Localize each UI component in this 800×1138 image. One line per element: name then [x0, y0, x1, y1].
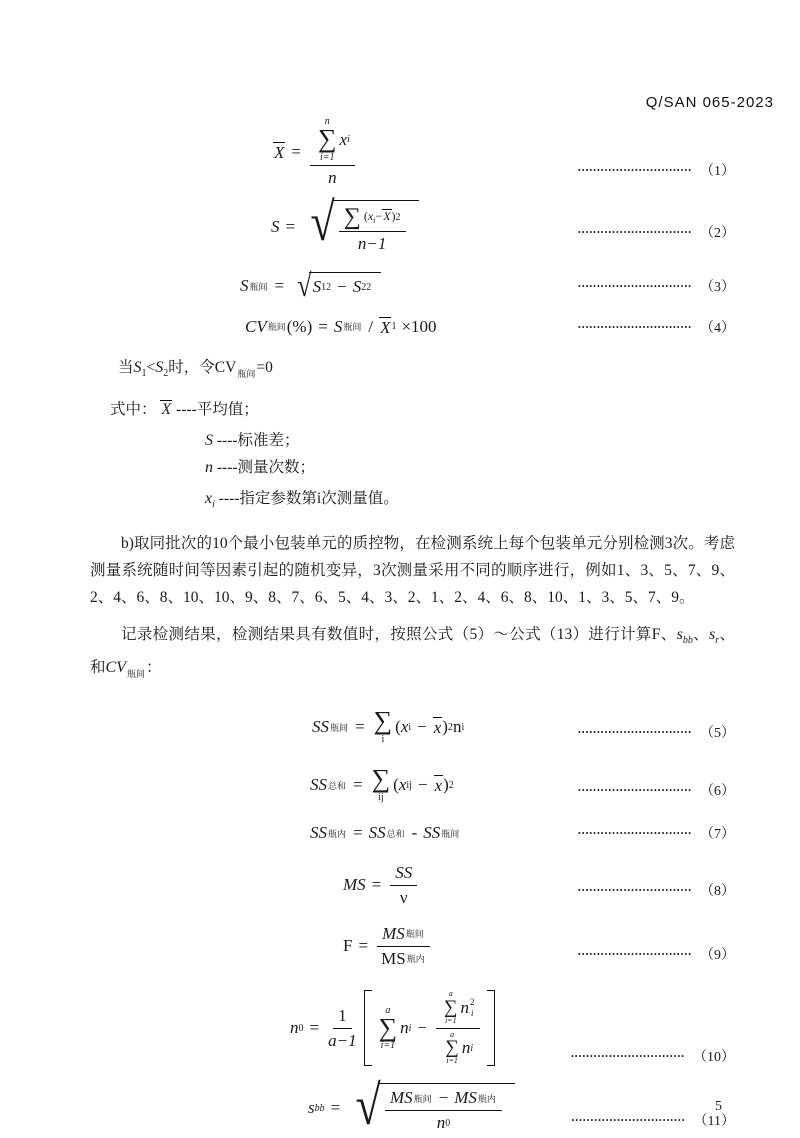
sigma-symbol: ∑ [343, 204, 361, 230]
radical-sign: √ [355, 1075, 381, 1137]
variable: MS [389, 1088, 413, 1107]
variable-subscript: i [470, 1042, 474, 1054]
fraction-denominator [437, 1111, 451, 1133]
xbar-variable: X [161, 401, 172, 418]
formula-3 [240, 267, 381, 304]
variable: n [452, 717, 462, 736]
formula-6-label: （6） [700, 784, 735, 799]
exponent: 2 [470, 997, 475, 1008]
formula-9-label: （9） [700, 948, 735, 963]
minus-sign: − [417, 775, 428, 794]
variable: MS [382, 923, 405, 943]
variable: n [290, 1018, 299, 1037]
text: 记录检测结果，检测结果具有数值时，按照公式（5）～公式（13）进行计算F、 [121, 626, 677, 643]
formula-row-6 [90, 762, 735, 808]
sum-upper-limit: a [450, 1029, 455, 1039]
exponent: 2 [447, 721, 453, 733]
cjk-subscript: 瓶间 [126, 669, 145, 679]
formula-4-leader [578, 317, 735, 337]
sigma-symbol: ∑ [444, 996, 458, 1018]
minus-sign: − [438, 1088, 449, 1107]
variable: s [709, 626, 716, 643]
variable: SS [312, 717, 329, 736]
formula-6 [310, 764, 454, 803]
sum-with-limits [445, 1031, 459, 1067]
leader-dots: •••••••••••••••••••••••••••••• [577, 281, 692, 291]
radicand [309, 272, 382, 299]
xbar-variable: X [383, 209, 391, 223]
formula-5 [312, 706, 465, 745]
radicand [332, 200, 419, 254]
fraction-denominator [381, 947, 426, 969]
leader-dots: •••••••••••••••••••••••••••••• [577, 828, 692, 838]
equals-sign: = [353, 823, 363, 842]
formula-9-leader [578, 944, 735, 964]
radicand [378, 1083, 515, 1133]
sum-upper-limit: a [385, 1004, 391, 1016]
leader-dots: •••••••••••••••••••••••••••••• [577, 885, 692, 895]
leader-dots: •••••••••••••••••••••••••••••• [577, 785, 692, 795]
sigma-symbol: ∑ [317, 124, 337, 154]
sum-with-limits [318, 116, 337, 163]
times-100: ×100 [401, 316, 437, 336]
formula-4 [245, 317, 437, 338]
cjk-subscript: 瓶间 [237, 369, 256, 379]
divide-sign: / [368, 316, 374, 336]
formula-3-label: （3） [700, 280, 735, 295]
variable: MS [381, 948, 406, 968]
exponent: 2 [395, 211, 401, 223]
formula-2 [271, 192, 419, 254]
fraction-numerator [310, 116, 355, 166]
variable: CV [105, 659, 126, 676]
variable: S [271, 217, 280, 236]
minus-sign: − [417, 717, 427, 736]
cjk-subscript: 总和 [386, 828, 405, 839]
leader-dots: •••••••••••••••••••••••••••••• [577, 165, 692, 175]
page-number: 5 [715, 1099, 722, 1114]
close-paren: ) [442, 717, 448, 736]
xbar-variable: x [433, 717, 442, 737]
formula-11-label: （11） [693, 1114, 735, 1129]
equals-sign: = [274, 276, 285, 295]
cjk-subscript: 瓶间 [413, 1093, 432, 1104]
variable: x [339, 129, 348, 149]
variable: s [308, 1098, 315, 1117]
text: 当 [118, 359, 134, 376]
open-paren: ( [395, 717, 401, 736]
variable: CV [245, 316, 267, 336]
variable: SS [368, 823, 386, 842]
variable: S [352, 277, 362, 297]
variable-subscript: i [461, 721, 465, 733]
sigma-symbol: ∑ [373, 706, 393, 736]
variable: n [460, 997, 470, 1017]
variable: SS [310, 775, 327, 794]
variable-subscript: i [408, 721, 412, 733]
formula-row-11 [90, 1075, 735, 1138]
equals-sign: = [318, 316, 328, 336]
where-line [90, 396, 735, 423]
definition-n [90, 454, 735, 481]
sigma-symbol: ∑ [378, 1012, 398, 1042]
subscript: 2 [361, 281, 367, 293]
open-paren: ( [363, 209, 368, 223]
formula-7-leader [578, 823, 735, 843]
formula-row-9 [90, 918, 735, 974]
variable: x [398, 775, 407, 794]
variable-subscript: ij [406, 779, 412, 791]
radical-sign: √ [310, 192, 335, 252]
leader-dots: •••••••••••••••••••••••••••••• [571, 1115, 686, 1125]
variable-subscript: i [408, 1022, 412, 1034]
where-label: 式中： [110, 401, 157, 418]
variable: s [676, 626, 683, 643]
leader-dots: •••••••••••••••••••••••••••••• [570, 1051, 685, 1061]
formula-2-label: （2） [700, 226, 735, 241]
formula-11-leader [571, 1110, 735, 1130]
subscript: r [715, 635, 720, 646]
variable: x [367, 209, 374, 223]
formula-row-8 [90, 860, 735, 910]
formula-row-3 [90, 268, 735, 304]
formula-row-4 [90, 312, 735, 342]
minus-sign: - [411, 823, 418, 842]
variable: S [333, 316, 343, 336]
sum-with-limits [444, 990, 458, 1026]
fraction [339, 205, 406, 254]
variable: n [461, 1038, 471, 1058]
leader-dots: •••••••••••••••••••••••••••••• [577, 227, 692, 237]
variable: SS [423, 823, 441, 842]
text: 、和 [90, 626, 735, 676]
definition-s [90, 427, 735, 454]
variable: S [155, 359, 164, 376]
sum-with-limits [371, 764, 391, 803]
fraction-denominator: n−1 [357, 234, 387, 253]
sum-with-limits [373, 706, 393, 745]
fraction [390, 863, 417, 908]
exponent: 2 [448, 779, 454, 791]
squared-term [364, 209, 396, 225]
subscript: 1 [141, 368, 147, 379]
formula-4-label: （4） [700, 321, 735, 336]
leader-dots: •••••••••••••••••••••••••••••• [577, 322, 692, 332]
leader-dots: •••••••••••••••••••••••••••••• [577, 949, 692, 959]
formula-5-label: （5） [700, 726, 735, 741]
minus-sign: − [337, 277, 347, 297]
variable: MS [343, 875, 366, 894]
formula-9 [343, 924, 433, 969]
minus-sign: − [417, 1018, 427, 1037]
equals-sign: = [355, 717, 365, 736]
variable: S [312, 277, 322, 297]
formula-8-leader [578, 880, 735, 900]
sigma-symbol: ∑ [371, 764, 391, 794]
variable: n [436, 1113, 446, 1132]
square-root [350, 1075, 515, 1137]
variable: x [205, 490, 213, 507]
paragraph-record [90, 621, 735, 688]
variable: n [205, 459, 213, 476]
paragraph-b: b)取同批次的10个最小包装单元的质控物，在检测系统上每个包装单元分别检测3次。考虑测量系统随时间等因素引起的随机变异，3次测量采用不同的顺序进行，例如1、3、5、7、9、2、4、6、8、10、10、9、8、7、6、5、4、3、2、1、2、4、6、8、10、1、3、5、7、9。 [90, 535, 735, 606]
subscript: bb [682, 635, 693, 646]
variable: S [133, 359, 142, 376]
variable: x [400, 717, 409, 736]
sum-upper-limit: a [448, 988, 453, 998]
xbar-variable: X [274, 142, 285, 162]
subscript: 1 [391, 321, 397, 333]
sum-lower-limit: ij [378, 791, 384, 803]
cjk-subscript: 瓶间 [330, 722, 349, 733]
formula-3-leader [578, 276, 735, 296]
sum-lower-limit: i=1 [446, 1056, 458, 1066]
subscript: 2 [163, 368, 169, 379]
cjk-subscript: 瓶间 [267, 322, 286, 333]
text: 时，令CV [168, 359, 237, 376]
fraction-denominator: a−1 [328, 1030, 357, 1050]
subscript: 0 [298, 1022, 304, 1034]
xbar-variable: X [380, 317, 391, 337]
cjk-subscript: 瓶间 [343, 322, 362, 333]
formula-row-2 [90, 192, 735, 256]
variable-subscript: i [347, 134, 350, 145]
equals-sign: = [330, 1098, 341, 1117]
cjk-subscript: 瓶内 [328, 828, 347, 839]
equals-sign: = [309, 1018, 320, 1037]
formula-row-10 [90, 982, 735, 1074]
variable: SS [310, 823, 327, 842]
subscript: i [212, 499, 215, 510]
variable: S [240, 276, 249, 295]
fraction-numerator [385, 1088, 502, 1111]
fraction [377, 924, 430, 969]
fraction-denominator: n [328, 167, 337, 187]
definition-text: ----平均值； [176, 401, 259, 418]
square-root [294, 267, 381, 304]
minus-sign: − [375, 209, 383, 223]
definition-text: ----测量次数； [216, 459, 316, 476]
formula-10-label: （10） [693, 1050, 735, 1065]
less-than-sign: < [146, 359, 156, 376]
sum-lower-limit: i [381, 733, 385, 745]
formula-11 [308, 1075, 515, 1137]
cjk-subscript: 瓶内 [477, 1093, 496, 1104]
formula-row-1 [90, 116, 735, 188]
definition-text: ----指定参数第i次测量值。 [218, 490, 399, 507]
formula-8-label: （8） [700, 884, 735, 899]
formula-6-leader [578, 780, 735, 800]
subscript: bb [314, 1102, 325, 1114]
variable: S [205, 432, 213, 449]
cjk-subscript: 瓶间 [441, 828, 460, 839]
leader-dots: •••••••••••••••••••••••••••••• [577, 727, 692, 737]
definition-xi [90, 485, 735, 518]
exponent: 2 [326, 281, 332, 293]
subscript: 1 [321, 281, 327, 293]
equals-sign: = [285, 217, 296, 236]
sum-with-limits [379, 1005, 398, 1052]
formula-5-leader [578, 722, 735, 742]
variable-subscript: i [373, 216, 376, 225]
equals-sign: = [353, 775, 363, 794]
right-bracket [487, 990, 495, 1066]
text: 、 [692, 626, 709, 643]
formula-1-label: （1） [700, 164, 735, 179]
sigma-symbol: ∑ [445, 1037, 459, 1059]
square-root [305, 192, 418, 254]
equals-sign: = [358, 936, 369, 955]
formula-row-7 [90, 818, 735, 848]
page-content [90, 116, 735, 1138]
formula-2-leader [578, 222, 735, 242]
exponent: 2 [366, 281, 372, 293]
left-bracket [364, 990, 372, 1066]
open-paren: ( [393, 775, 399, 794]
fraction [385, 1088, 502, 1133]
close-paren: ) [443, 775, 449, 794]
cjk-subscript: 瓶内 [406, 954, 425, 964]
variable-subscript: i [471, 1007, 474, 1018]
text: ： [145, 659, 162, 676]
formula-7 [310, 823, 460, 843]
equals-sign: = [291, 142, 301, 161]
fraction [436, 990, 480, 1066]
fraction-numerator [436, 990, 480, 1029]
sup-sub-stack [470, 997, 475, 1018]
sum-lower-limit: i=1 [444, 1015, 457, 1025]
cjk-subscript: 瓶间 [249, 281, 268, 292]
fraction [310, 116, 355, 188]
variable: F [343, 936, 353, 955]
variable: n [400, 1018, 409, 1037]
sum-lower-limit: i=1 [380, 1040, 396, 1052]
cjk-subscript: 总和 [328, 780, 347, 791]
sum-lower-limit: i=1 [319, 151, 335, 163]
variable: MS [454, 1088, 477, 1107]
fraction-numerator [339, 205, 406, 232]
definition-text: ----标准差； [216, 432, 300, 449]
percent-marker: (%) [286, 316, 313, 336]
radical-sign: √ [297, 267, 312, 304]
fraction-numerator [377, 924, 430, 947]
fraction-numerator: SS [390, 863, 417, 886]
formula-7-label: （7） [700, 827, 735, 842]
subscript: 0 [445, 1117, 451, 1129]
equals-sign: = [371, 875, 382, 894]
condition-line [90, 354, 735, 388]
close-paren: ) [391, 209, 396, 223]
cjk-subscript: 瓶间 [405, 929, 424, 939]
fraction-denominator: ν [399, 887, 408, 907]
document-code: Q/SAN 065-2023 [645, 94, 774, 111]
fraction [328, 1006, 356, 1051]
sum-upper-limit: n [324, 116, 330, 128]
text: =0 [256, 359, 273, 376]
formula-row-5 [90, 704, 735, 750]
fraction-numerator: 1 [333, 1006, 352, 1029]
formula-8 [343, 863, 420, 908]
formula-1 [273, 116, 358, 188]
formula-10 [290, 990, 499, 1066]
formula-1-leader [578, 160, 735, 180]
fraction-denominator [442, 1029, 473, 1067]
xbar-variable: x [434, 775, 443, 795]
formula-10-leader [571, 1046, 735, 1066]
